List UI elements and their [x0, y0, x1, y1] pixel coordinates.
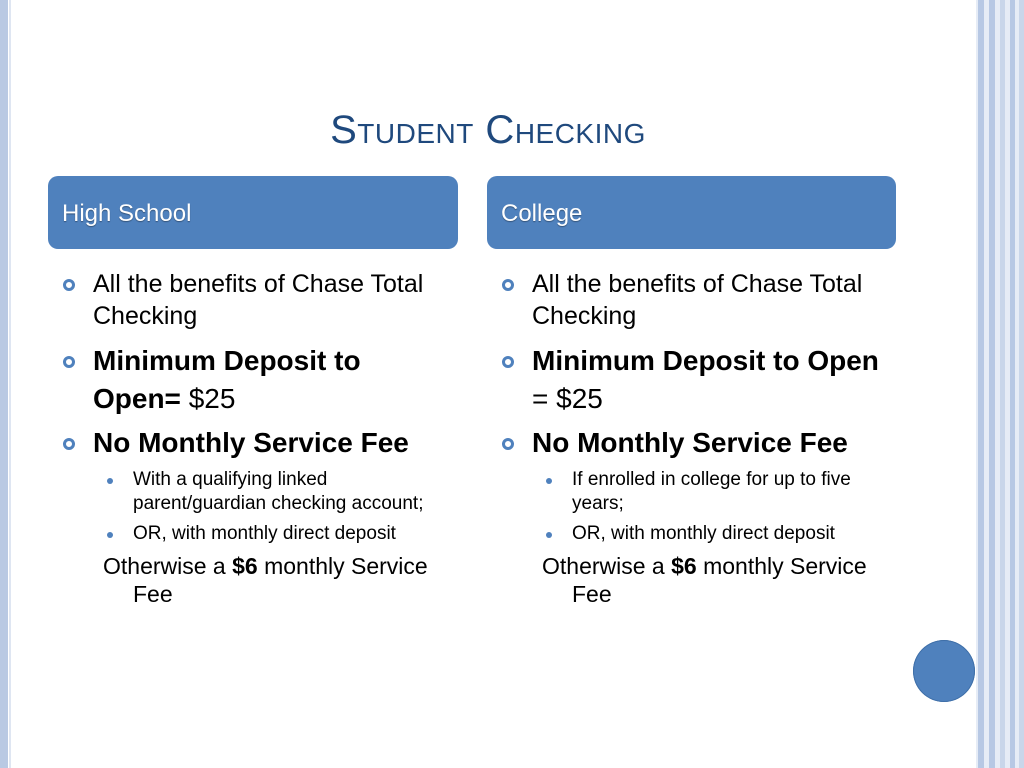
bullet-icon: [502, 438, 514, 450]
list-item: [499, 268, 879, 332]
benefits-text: All the benefits of Chase Total Checking: [532, 270, 863, 330]
sub-bullet-text: OR, with monthly direct deposit: [572, 523, 835, 544]
bullet-icon: [502, 279, 514, 291]
sub-bullet-icon: [546, 478, 552, 484]
minimum-deposit-label: Minimum Deposit to Open=: [93, 345, 361, 414]
minimum-deposit-value: $25: [180, 383, 236, 414]
border-stripe: [1000, 0, 1005, 768]
note-amount: $6: [232, 553, 258, 579]
sub-bullet-text: OR, with monthly direct deposit: [133, 523, 396, 544]
list-item: [60, 268, 440, 332]
no-fee-label: No Monthly Service Fee: [93, 427, 409, 458]
border-stripe: [989, 0, 995, 768]
minimum-deposit-value: = $25: [532, 383, 603, 414]
note-amount: $6: [671, 553, 697, 579]
column-header-college: College: [487, 176, 896, 249]
sub-list-item: [60, 468, 440, 516]
sub-bullet-icon: [107, 532, 113, 538]
note-prefix: Otherwise a: [542, 553, 672, 579]
list-item: [499, 342, 879, 418]
sub-bullet-icon: [546, 532, 552, 538]
no-fee-label: No Monthly Service Fee: [532, 427, 848, 458]
border-stripe: [1010, 0, 1015, 768]
column-header-high-school: High School: [48, 176, 458, 249]
bullet-icon: [63, 279, 75, 291]
otherwise-fee-note: [499, 552, 879, 608]
border-stripe: [1019, 0, 1024, 768]
sub-bullet-icon: [107, 478, 113, 484]
note-suffix: monthly Service Fee: [133, 553, 428, 607]
list-item: [499, 424, 879, 462]
sub-list-item: [60, 522, 440, 546]
sub-list-item: [499, 522, 879, 546]
high-school-column: [60, 268, 440, 608]
sub-list-item: [499, 468, 879, 516]
slide-title: Student Checking: [330, 108, 646, 152]
sub-bullet-text: If enrolled in college for up to five years;: [572, 469, 851, 514]
minimum-deposit-label: Minimum Deposit to Open: [532, 345, 879, 376]
bullet-icon: [502, 356, 514, 368]
otherwise-fee-note: [60, 552, 440, 608]
decorative-circle: [913, 640, 975, 702]
college-column: [499, 268, 879, 608]
note-suffix: monthly Service Fee: [572, 553, 867, 607]
benefits-text: All the benefits of Chase Total Checking: [93, 270, 424, 330]
list-item: [60, 342, 440, 418]
bullet-icon: [63, 438, 75, 450]
sub-bullet-text: With a qualifying linked parent/guardian checking account;: [133, 469, 424, 514]
border-stripe: [978, 0, 984, 768]
list-item: [60, 424, 440, 462]
note-prefix: Otherwise a: [103, 553, 233, 579]
bullet-icon: [63, 356, 75, 368]
